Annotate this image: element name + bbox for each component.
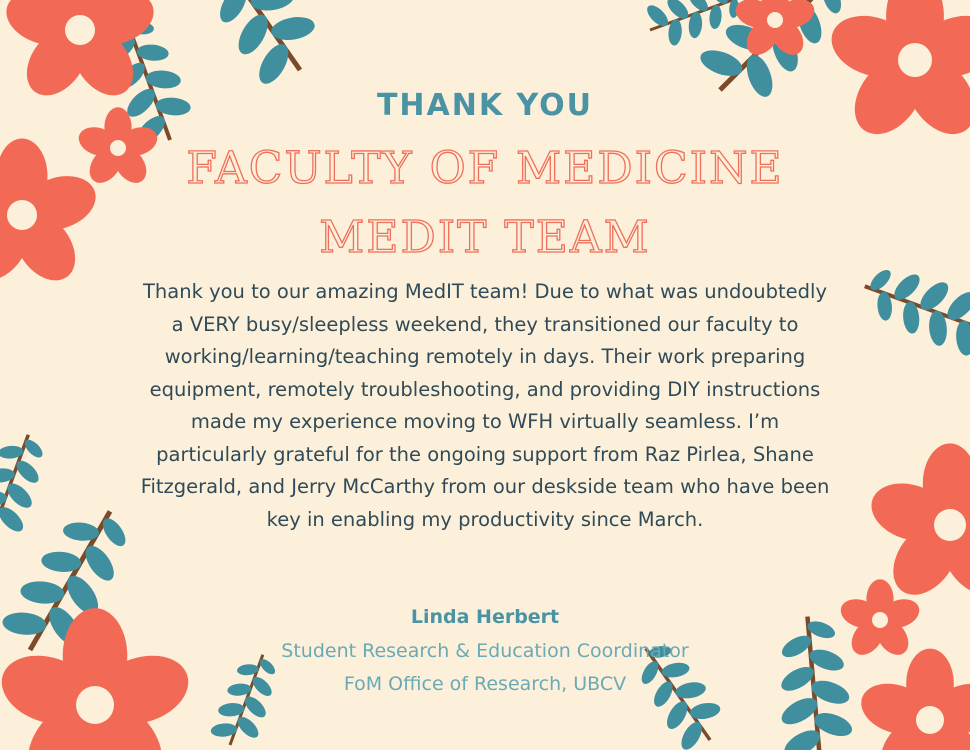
signature-role: Student Research & Education Coordinator <box>281 640 689 662</box>
signature-organization: FoM Office of Research, UBCV <box>343 673 627 695</box>
card-kicker: THANK YOU <box>376 88 594 123</box>
card-title-line-2: MEDIT TEAM <box>319 212 651 263</box>
card-message: Thank you to our amazing MedIT team! Due to what was undoubtedly a VERY busy/sleepless weekend, they transitioned our faculty to working/learning/teaching remotely in days. Their work preparing equipment, remotely troubleshooting, and providing DIY instructions made my experience moving to WFH virtually seamless. I’m particularly grateful for the ongoing support from Raz Pirlea, Shane Fitzgerald, and Jerry McCarthy from our deskside team who have been key in enabling my productivity since March. <box>140 280 830 531</box>
signature-name: Linda Herbert <box>410 606 560 628</box>
card-title-line-1: FACULTY OF MEDICINE <box>186 143 784 194</box>
